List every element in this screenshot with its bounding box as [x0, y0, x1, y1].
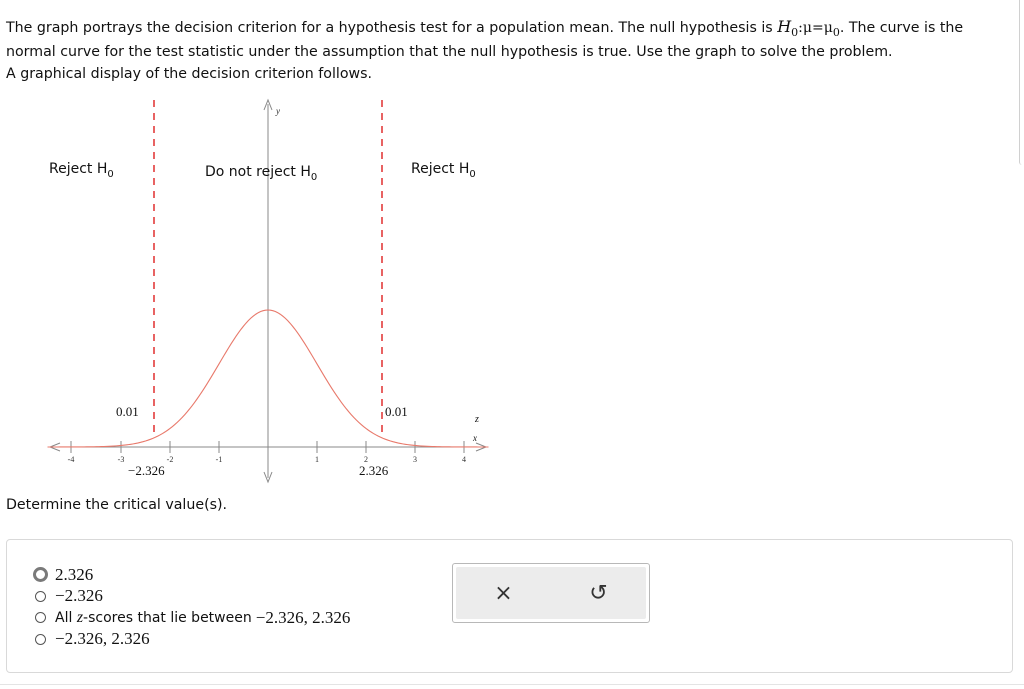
- tail-area-right: 0.01: [385, 404, 408, 419]
- critical-value-left-label: −2.326: [128, 463, 165, 478]
- problem-statement: The graph portrays the decision criterion for a hypothesis test for a population mean. The null hypothesis is $H_0:\mu=\mu_0$. The curve is the normal curve for the test statistic under the assumption that the null hypothesis is true. Use the graph to solve the problem. A graphical display of the decision criterion follows.: [6, 17, 964, 82]
- question-text: Determine the critical value(s).: [6, 497, 228, 513]
- tick-label: -4: [67, 455, 75, 464]
- reset-icon[interactable]: ↺: [589, 580, 608, 606]
- y-axis-label: y: [276, 106, 280, 116]
- critical-value-right-label: 2.326: [359, 463, 389, 478]
- option-4[interactable]: [35, 629, 350, 651]
- tick-label: 4: [462, 455, 466, 464]
- null-hypothesis: $H_0$: [777, 17, 799, 39]
- close-icon[interactable]: ×: [494, 580, 513, 606]
- tick-label: -1: [215, 455, 223, 464]
- reject-left-label: Reject $H_0$: [49, 161, 114, 180]
- radio-button[interactable]: [35, 634, 46, 645]
- x-axis-label: x: [473, 433, 477, 443]
- z-axis-label: z: [475, 414, 479, 425]
- option-3[interactable]: [35, 607, 350, 629]
- option-1[interactable]: [35, 564, 350, 586]
- radio-button[interactable]: [35, 612, 46, 623]
- tick-label: 1: [315, 455, 319, 464]
- tick-label: -2: [166, 455, 174, 464]
- radio-button[interactable]: [35, 591, 46, 602]
- option-label: −2.326: [55, 586, 103, 606]
- tick-label: 3: [413, 455, 417, 464]
- option-value: −2.326, 2.326: [255, 607, 351, 627]
- tail-area-left: 0.01: [116, 404, 139, 419]
- do-not-reject-label: Do not reject $H_0$: [205, 164, 318, 183]
- radio-button-selected[interactable]: [33, 567, 48, 582]
- divider: [0, 684, 1024, 685]
- action-panel: [452, 563, 650, 623]
- decision-criterion-graph: [0, 90, 540, 510]
- problem-graph-intro: A graphical display of the decision criterion follows.: [6, 66, 373, 82]
- reject-right-label: Reject $H_0$: [411, 161, 476, 180]
- answer-panel: [6, 539, 1013, 673]
- scroll-edge: [1019, 0, 1024, 165]
- option-label: −2.326, 2.326: [55, 629, 150, 649]
- option-2[interactable]: [35, 586, 350, 608]
- answer-options: [35, 564, 350, 650]
- tick-label: -3: [117, 455, 125, 464]
- problem-intro-tail: . The curve is the normal curve for the test statistic under the assumption that the null hypothesis is true. Use the graph to solve the problem.: [6, 20, 964, 60]
- option-label: All z-scores that lie between: [55, 608, 252, 626]
- tick-label: 2: [364, 455, 368, 464]
- problem-intro: The graph portrays the decision criterion for a hypothesis test for a population mean. The null hypothesis is: [6, 20, 773, 36]
- option-label: 2.326: [55, 564, 94, 584]
